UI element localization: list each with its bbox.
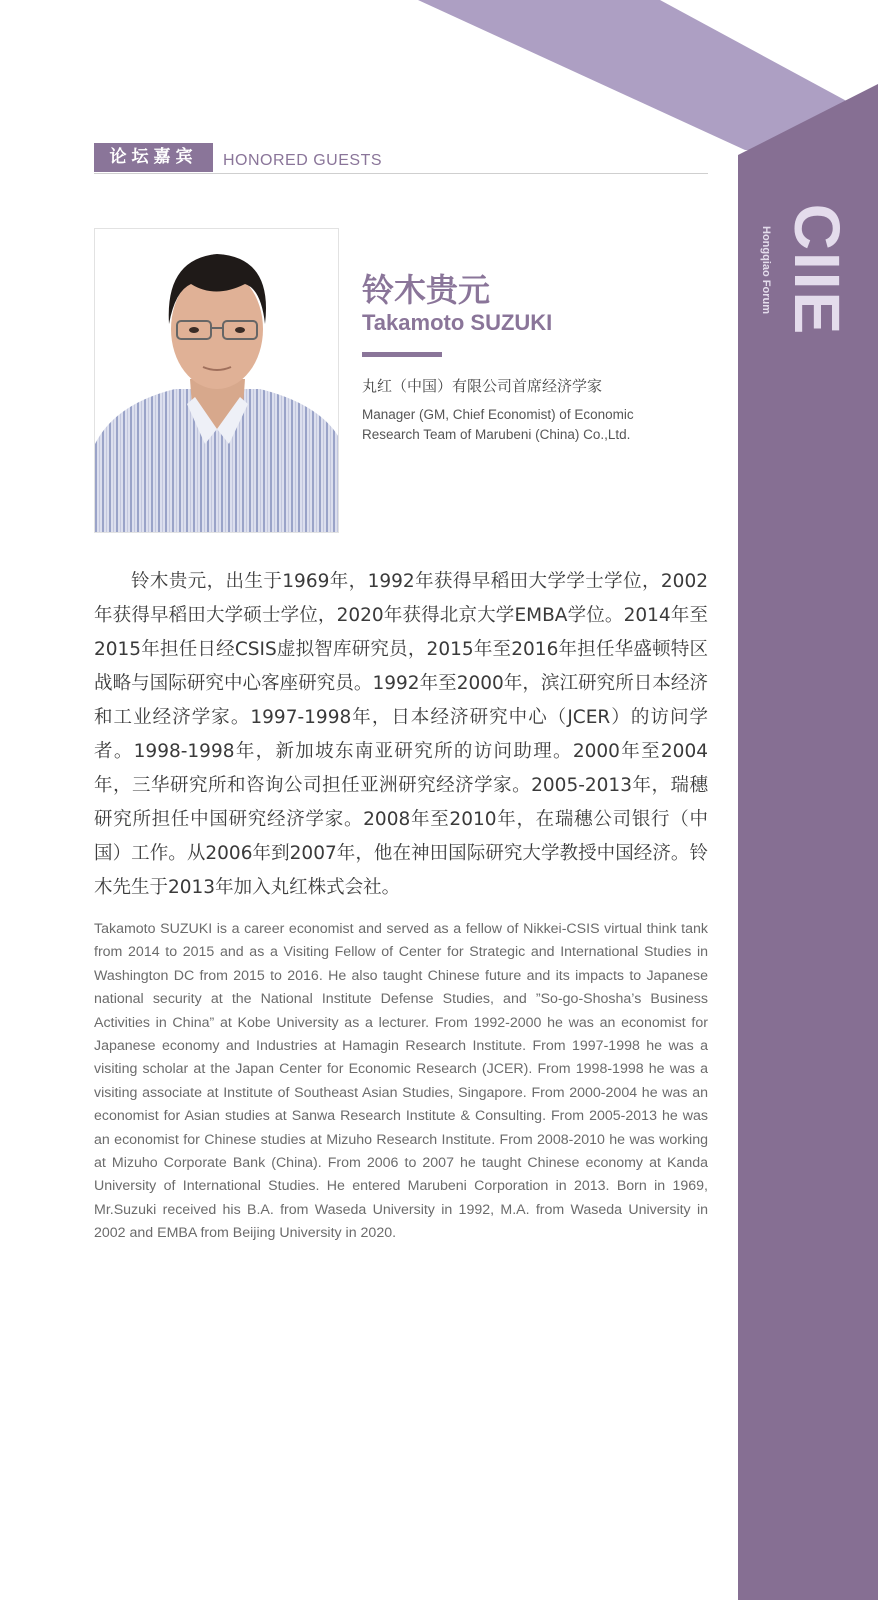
guest-name-cn: 铃木贵元 [362, 271, 491, 309]
section-header [94, 143, 708, 174]
guest-title-cn: 丸红（中国）有限公司首席经济学家 [362, 377, 603, 395]
section-title-en: HONORED GUESTS [223, 152, 383, 169]
name-underline [362, 352, 442, 357]
guest-photo [94, 228, 339, 533]
portrait-photo-icon [95, 229, 339, 533]
guest-name-en: Takamoto SUZUKI [362, 310, 553, 335]
section-title-cn: 论坛嘉宾 [94, 143, 213, 172]
brand-subtitle-text: Hongqiao Forum [760, 226, 772, 314]
ciie-logo [782, 190, 852, 350]
ciie-logo-text: CIIE [781, 203, 853, 337]
guest-bio-en: Takamoto SUZUKI is a career economist and served as a fellow of Nikkei-CSIS virtual think tank from 2014 to 2015 and as a Visiting Fellow of Center for Strategic and International Studies in Washington DC from 2015 to 2016. He also taught Chinese future and its impacts to Japanese national security at the National Institute Defense Studies, and ”So-go-Shosha’s Business Activities in China” at Kobe University as a lecturer. From 1992-2000 he was an economist for Japanese economy and Industries at Hamagin Research Institute. From 1997-1998 he was a visiting scholar at the Japan Center for Economic Research (JCER). From 1998-1998 he was a visiting associate at Institute of Southeast Asian Studies, Singapore. From 2000-2004 he was an economist for Asian studies at Sanwa Research Institute & Consulting. From 2005-2013 he was an economist for Chinese studies at Mizuho Research Institute. From 2008-2010 he was working at Mizuho Corporate Bank (China). From 2006 to 2007 he taught Chinese economy at Kanda University of International Studies. He entered Marubeni Corporation in 2013. Born in 1969, Mr.Suzuki received his B.A. from Waseda University in 1992, M.A. from Waseda University in 2002 and EMBA from Beijing University in 2020. [94, 921, 708, 1242]
guest-title-en: Manager (GM, Chief Economist) of Economic Research Team of Marubeni (China) Co.,Ltd. [362, 407, 634, 442]
guest-bio-cn: 铃木贵元，出生于1969年，1992年获得早稻田大学学士学位，2002年获得早稻田大学硕士学位，2020年获得北京大学EMBA学位。2014年至2015年担任日经CSIS虚拟智库研究员，2015年至2016年担任华盛顿特区战略与国际研究中心客座研究员。1992年至2000年，滨江研究所日本经济和工业经济学家。1997-1998年，日本经济研究中心（JCER）的访问学者。1998-1998年，新加坡东南亚研究所的访问助理。2000年至2004年，三华研究所和咨询公司担任亚洲研究经济学家。2005-2013年，瑞穗研究所担任中国研究经济学家。2008年至2010年，在瑞穗公司银行（中国）工作。从2006年到2007年，他在神田国际研究大学教授中国经济。铃木先生于2013年加入丸红株式会社。 [94, 571, 708, 898]
brand-subtitle [756, 190, 776, 350]
brand-logo-block [752, 190, 852, 350]
